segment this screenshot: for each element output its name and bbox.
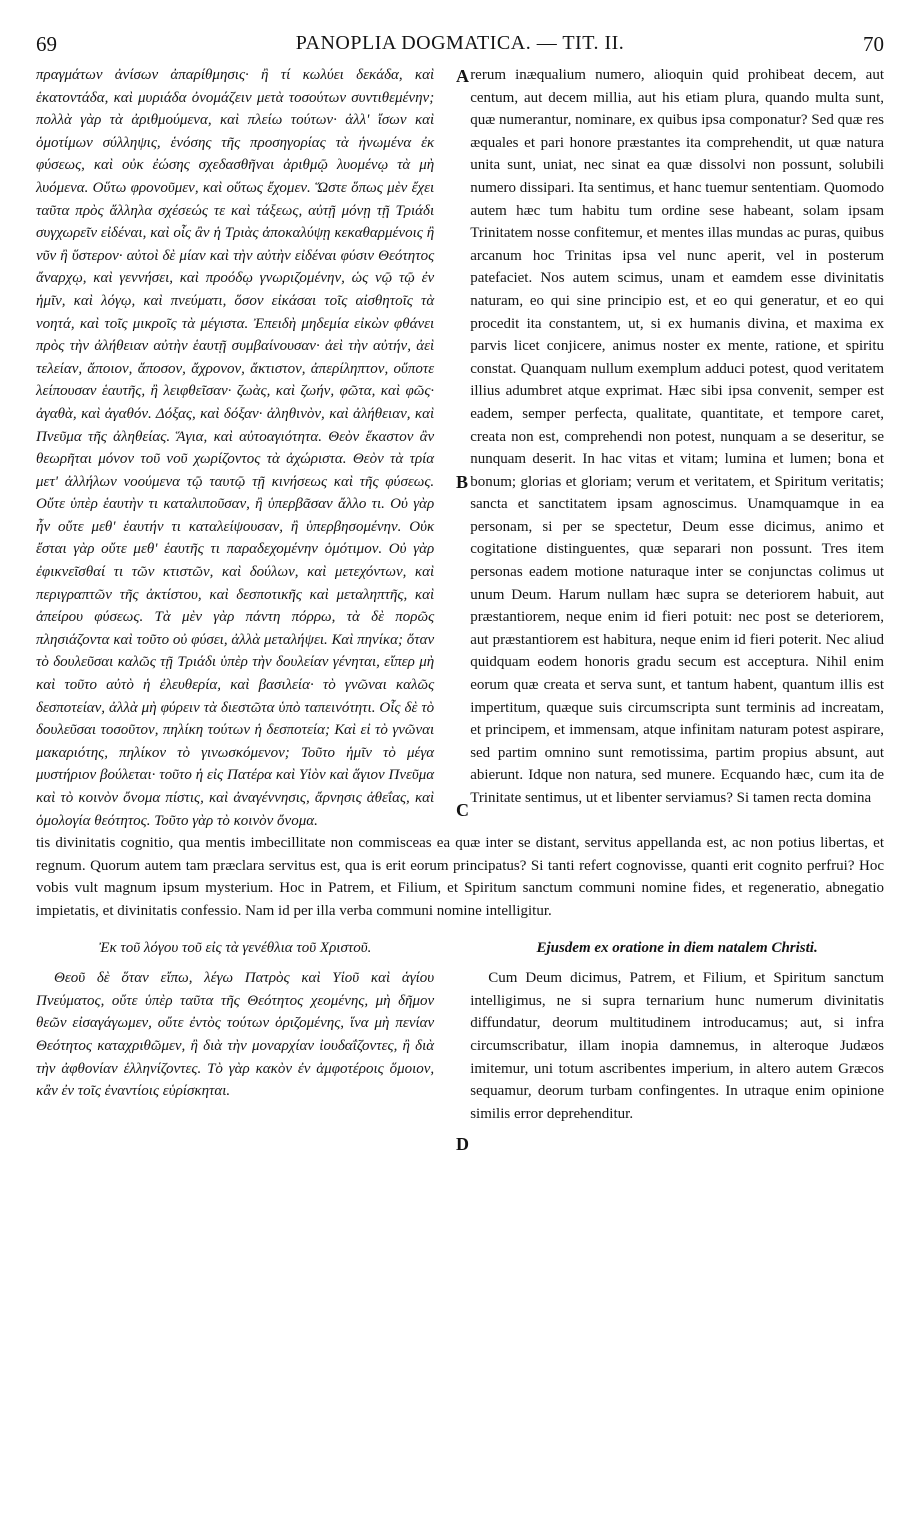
latin-main-text: rerum inæqualium numero, alioquin quid prohibeat decem, aut centum, aut decem millia, aut his etiam plura, quando multa sunt, quæ numerantur, nominare, ex quibus ipsa componatur? Sed quæ res æquales et pari honore præstantes ita comprehendit, ut quæ natura unita sunt, uniat, nec sinat ea quæ dissolvi non possunt, solubili numero dissipari. Ita sentimus, et hanc tuemur sententiam. Quomodo autem hæc tum habitu tum ordine sese habeant, solam ipsam Trinitatem nosse confitemur, et mentes illas mundas ac puras, quibus arcanum hoc Trinitas ipsa vel nunc aperit, vel in posterum patefaciet. Nos autem scimus, unam et eamdem esse divinitatis naturam, eo qui sine principio est, et eo qui generatur, et eo qui procedit ita constantem, ut, si ex humanis divina, et maxima ex parvis licet conjicere, animus noster ex mente, ratione, et spiritu constat. Quanquam nullum exemplum adduci potest, quod veritatem illius adumbret atque exprimat. Hæc sibi ipsa convenit, semper est eadem, semper perfecta, qualitate, quantitate, et tempore caret, creata non est, comprehendi non potest, nunquam a se deseritur, se nunquam deserit. In hac vitas et vitam; lumina et lumen; bona et bonum; glorias et gloriam; verum et veritatem, et Spiritum veritatis; sancta et sanctitatem ipsam agnoscimus. Unamquamque in ea personam, si per se spectetur, Deum esse dicimus, animo et cogitatione distinguentes, quæ separari non possunt. Tres item personas eadem motione naturaque inter se conjunctas colimus ut unum Deum. Harum nullam hæc supra se deteriorem habuit, aut præstantiorem, neque enim id fieri potuit: nec post se deteriorem, aut præstantiorem est habitura, neque enim id fieri poterit. Nec aliud quidquam eodem honoris gradu secum est acceptura. Nihil enim eorum quæ creata et serva sunt, et tantum habent, quantum illis est impertitum, quæque suis circumscripta sunt terminis ad increatam, et principem, et immensam, atque infinitam naturam potest aspirare, sed partim omnino sunt remotissima, partim propius absunt, aut abierunt. Idque non natura, sed munere. Ecquando hæc, cum ita de Trinitate sentimus, ut et libenter serviamus? Si tamen recta domina bbox=[470, 67, 884, 806]
margin-marker-a: A bbox=[456, 66, 469, 86]
page-header bbox=[36, 28, 884, 58]
margin-markers bbox=[456, 64, 476, 1154]
fullwidth-latin-block bbox=[36, 832, 884, 922]
margin-marker-d: D bbox=[456, 1134, 469, 1154]
running-title: PANOPLIA DOGMATICA. — TIT. II. bbox=[295, 32, 625, 54]
page-number-right: 70 bbox=[863, 32, 884, 56]
fullwidth-latin-text: tis divinitatis cognitio, qua mentis imbecillitate non commisceas ea quæ inter se distant, servitus appellanda est, ac non potius libertas, et regnum. Quorum autem tam præclara servitus est, qua is erit eorum principatus? Si tanti refert cognovisse, quanti erit cognito perfrui? Hoc vobis vult magnum ipsum mysterium. Hoc in Patrem, et Filium, et Spiritum sanctum communi nomine fides, et regeneratio, abnegatio impietatis, et divinitatis confessio. Nam id per illa verba communi nomine intelligitur. bbox=[36, 835, 884, 919]
greek-section-heading: Ἐκ τοῦ λόγου τοῦ εἰς τὰ γενέθλια τοῦ Χριστοῦ. bbox=[98, 939, 372, 956]
greek-section-column bbox=[36, 937, 450, 1126]
latin-column bbox=[450, 64, 884, 832]
margin-marker-b: B bbox=[456, 472, 469, 492]
greek-main-text: πραγμάτων ἀνίσων ἀπαρίθμησις· ἢ τί κωλύει δεκάδα, καὶ ἑκατοντάδα, καὶ μυριάδα ὀνομάζειν μετὰ τοσούτων συντιθεμένην; πολλὰ γὰρ τὰ ἀριθμούμενα, καὶ πλείω τούτων· ἀλλ' ἴσων καὶ ὁμοτίμων σύλληψις, ἑνόσης τῆς προσηγορίας τὰ ἡνωμένα ἐκ φύσεως, καὶ οὐκ ἐώσης σχεδασθῆναι ἀριθμῷ λυομένῳ τὰ μὴ λυόμενα. Οὕτω φρονοῦμεν, καὶ οὕτως ἔχομεν. Ὥστε ὅπως μὲν ἔχει ταῦτα πρὸς ἄλληλα σχέσεώς τε καὶ τάξεως, αὐτῇ μόνῃ τῇ Τριάδι συγχωρεῖν εἰδέναι, καὶ οἷς ἂν ἡ Τριὰς ἀποκαλύψῃ κεκαθαρμένοις ἢ νῦν ἢ ὕστερον· αὐτοὶ δὲ μίαν καὶ τὴν αὐτὴν εἰδέναι φύσιν Θεότητος ἄναρχῳ, καὶ γεννήσει, καὶ προόδῳ γνωριζομένην, ὡς νῷ τῷ ἐν ἡμῖν, καὶ λόγῳ, καὶ πνεύματι, ὅσον εἰκάσαι τοῖς αἰσθητοῖς τὰ νοητά, καὶ τοῖς μικροῖς τὰ μέγιστα. Ἐπειδὴ μηδεμία εἰκὼν φθάνει πρὸς τὴν ἀλήθειαν αὐτὴν ἑαυτῇ συμβαίνουσαν· ἀεὶ τὴν αὐτήν, ἀεὶ τελείαν, ἄποιον, ἄποσον, ἄχρονον, ἄκτιστον, ἀπερίληπτον, οὔποτε λείπουσαν ἑαυτῆς, ἢ λειφθεῖσαν· ζωὰς, καὶ ζωήν, φῶτα, καὶ φῶς· ἀγαθὰ, καὶ ἀγαθόν. Δόξας, καὶ δόξαν· ἀληθινὸν, καὶ ἀλήθειαν, καὶ Πνεῦμα τῆς ἀληθείας. Ἅγια, καὶ αὐτοαγιότητα. Θεὸν ἕκαστον ἂν θεωρῆται μόνον τοῦ νοῦ χωρίζοντος τὰ ἀχώριστα. Θεὸν τὰ τρία μετ' ἀλλήλων νοούμενα τῷ ταυτῷ τῇ κινήσεως καὶ τῆς φύσεως. Οὔτε ὑπὲρ ἑαυτὴν τι καταλιποῦσαν, ἢ ὑπερβᾶσαν ἄλλο τι. Οὐ γὰρ ἦν οὔτε μεθ' ἑαυτήν τι καταλείψουσαν, ἢ ὑπερβησομένην. Οὐκ ἔσται γὰρ οὔτε μεθ' ἑαυτῆς τι παραδεχομένην ὁμότιμον. Οὐ γὰρ ἐφικνεῖσθαί τι τῶν κτιστῶν, καὶ δούλων, καὶ μετεχόντων, καὶ περιγραπτῶν τῆς ἀκτίστου, καὶ δεσποτικῆς καὶ μεταληπτῆς, καὶ ἀπείρου φύσεως. Τὰ μὲν γὰρ πάντη πόρρω, τὰ δὲ πορῶς πλησιάζοντα καὶ τοῦτο οὐ φύσει, ἀλλὰ μεταλήψει. Καὶ πηνίκα; ὅταν τὸ δουλεῦσαι καλῶς τῇ Τριάδι ὑπὲρ τὴν δουλείαν γένηται, εἴπερ μὴ καὶ τοῦτο αὐτὸ ἡ ἐλευθερία, καὶ βασιλεία· τὸ γνῶναι καλῶς δεσποτείαν, ἀλλὰ μὴ φύρειν τὰ διεστῶτα ὑπὸ ταπεινότητι. Οἷς δὲ τὸ δουλεῦσαι τοσοῦτον, πηλίκη τούτων ἡ δεσποτεία; Καὶ εἰ τὸ γνῶναι μακαριότης, πηλίκον τὸ γινωσκόμενον; Τοῦτο ἡμῖν τὸ μέγα μυστήριον βούλεται· τοῦτο ἡ εἰς Πατέρα καὶ Υἱὸν καὶ ἅγιον Πνεῦμα καὶ τὸ κοινὸν ὄνομα πίστις, καὶ ἀναγέννησις, ἄρνησις ἀθεΐας, καὶ ὁμολογία θεότητος. Τοῦτο γὰρ τὸ κοινὸν ὄνομα. bbox=[36, 67, 435, 829]
greek-column bbox=[36, 64, 450, 832]
second-section bbox=[36, 937, 884, 1126]
page-number-left: 69 bbox=[36, 32, 57, 56]
greek-section-text: Θεοῦ δὲ ὅταν εἴπω, λέγω Πατρὸς καὶ Υἱοῦ καὶ ἁγίου Πνεύματος, οὔτε ὑπὲρ ταῦτα τῆς Θεότητος χεομένης, μὴ δῆμον θεῶν εἰσαγάγωμεν, οὔτε ἐντὸς τούτων ὁριζομένης, ἵνα μὴ πενίαν Θεότητος καταχριθῶμεν, ἢ διὰ τὴν μοναρχίαν ἰουδαΐζοντες, ἢ διὰ τὴν ἀφθονίαν ἑλληνίζοντες. Τὸ γὰρ κακὸν ἐν ἀμφοτέροις ὅμοιον, κἂν ἐν τοῖς ἐναντίοις εὑρίσκηται. bbox=[36, 970, 435, 1100]
latin-section-text: Cum Deum dicimus, Patrem, et Filium, et Spiritum sanctum intelligimus, ne si supra ternarium hunc numerum divinitatis diffundatur, deorum multitudinem introducamus; aut, si infra circumscribatur, illam inopia damnemus, in alteroque Judæos imitemur, uni totum ascribentes imperium, in altero autem Græcos sequamur, deorum turbam confingentes. In utraque enim opinione similis error deprehenditur. bbox=[470, 970, 884, 1122]
latin-section-heading: Ejusdem ex oratione in diem natalem Christi. bbox=[536, 939, 818, 956]
margin-marker-c: C bbox=[456, 800, 469, 820]
latin-section-column bbox=[450, 937, 884, 1126]
